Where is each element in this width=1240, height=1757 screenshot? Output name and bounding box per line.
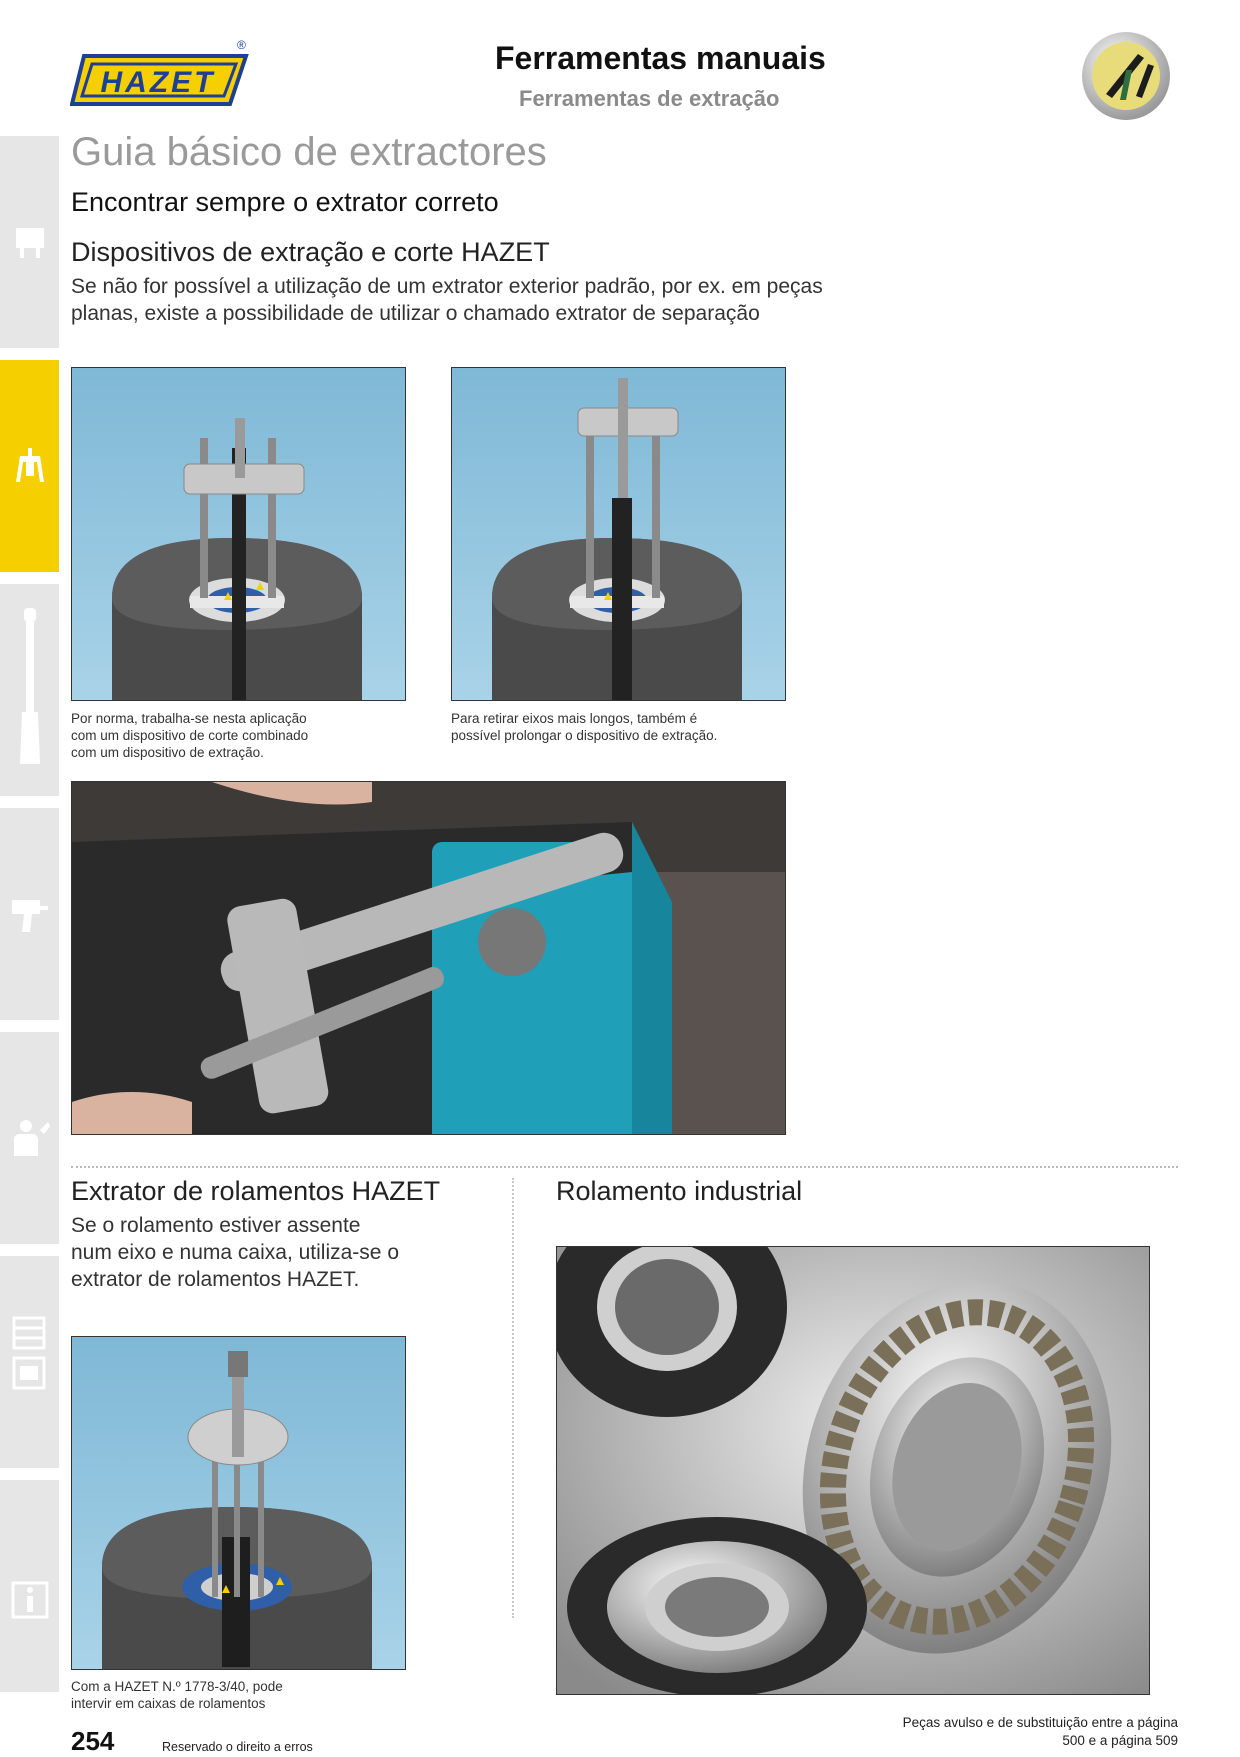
workbench-puller-photo (71, 781, 786, 1135)
info-icon (10, 1580, 50, 1620)
tool-cabinet-icon (10, 1316, 50, 1396)
bearing-puller-image (71, 1336, 406, 1670)
page-title: Guia básico de extractores (71, 130, 547, 174)
section-body-extraction-devices (71, 273, 971, 327)
footer-line: Peças avulso e de substituição entre a página (902, 1715, 1178, 1730)
section-heading-extraction-devices: Dispositivos de extração e corte HAZET (71, 237, 550, 267)
hand-tools-icon (1080, 30, 1172, 122)
footer-disclaimer: Reservado o direito a erros (162, 1740, 313, 1754)
industrial-bearing-photo (556, 1246, 1150, 1695)
separator-puller-image (71, 367, 406, 701)
header-subtitle: Ferramentas de extração (519, 86, 780, 111)
caption-line: possível prolongar o dispositivo de extração. (451, 728, 718, 743)
page-number: 254 (71, 1726, 115, 1756)
section-heading-industrial-bearing: Rolamento industrial (556, 1176, 803, 1206)
section-heading-bearing-puller: Extrator de rolamentos HAZET (71, 1176, 441, 1206)
tab-torque[interactable] (0, 584, 59, 796)
section-body-bearing-puller (71, 1212, 491, 1293)
hazet-logo[interactable] (70, 38, 254, 110)
tab-workshop[interactable] (0, 1032, 59, 1244)
page-subtitle: Encontrar sempre o extrator correto (71, 187, 499, 217)
caption-line: com um dispositivo de corte combinado (71, 728, 309, 743)
caption-line: Por norma, trabalha-se nesta aplicação (71, 711, 307, 726)
header-title: Ferramentas manuais (495, 40, 826, 76)
tab-power-tools[interactable] (0, 808, 59, 1020)
tab-pullers[interactable] (0, 360, 59, 572)
caption-line: Com a HAZET N.º 1778-3/40, pode (71, 1679, 283, 1694)
svg-text:HAZET: HAZET (100, 66, 216, 99)
footer-parts-reference (903, 1714, 1178, 1750)
caption-line: Para retirar eixos mais longos, também é (451, 711, 698, 726)
column-divider (512, 1178, 514, 1618)
caption-separator-puller (71, 710, 401, 761)
impact-gun-icon (10, 894, 50, 934)
tab-sockets[interactable] (0, 136, 59, 348)
puller-icon (10, 446, 50, 486)
caption-line: intervir em caixas de rolamentos (71, 1696, 266, 1711)
tab-info[interactable] (0, 1480, 59, 1692)
registered-mark: ® (237, 38, 246, 52)
tab-storage[interactable] (0, 1256, 59, 1468)
body-line: Se não for possível a utilização de um extrator exterior padrão, por ex. em peças (71, 275, 823, 298)
body-line: num eixo e numa caixa, utiliza-se o (71, 1241, 399, 1264)
socket-icon (10, 222, 50, 262)
body-line: Se o rolamento estiver assente (71, 1214, 361, 1237)
body-line: extrator de rolamentos HAZET. (71, 1268, 360, 1291)
mechanic-icon (10, 1118, 50, 1158)
body-line: planas, existe a possibilidade de utilizar o chamado extrator de separação (71, 302, 760, 325)
torque-wrench-icon (10, 604, 50, 774)
footer-line: 500 e a página 509 (1062, 1733, 1178, 1748)
section-divider (71, 1166, 1178, 1168)
extended-puller-image (451, 367, 786, 701)
caption-bearing-puller (71, 1678, 401, 1712)
caption-extended-puller (451, 710, 791, 744)
caption-line: com um dispositivo de extração. (71, 745, 264, 760)
